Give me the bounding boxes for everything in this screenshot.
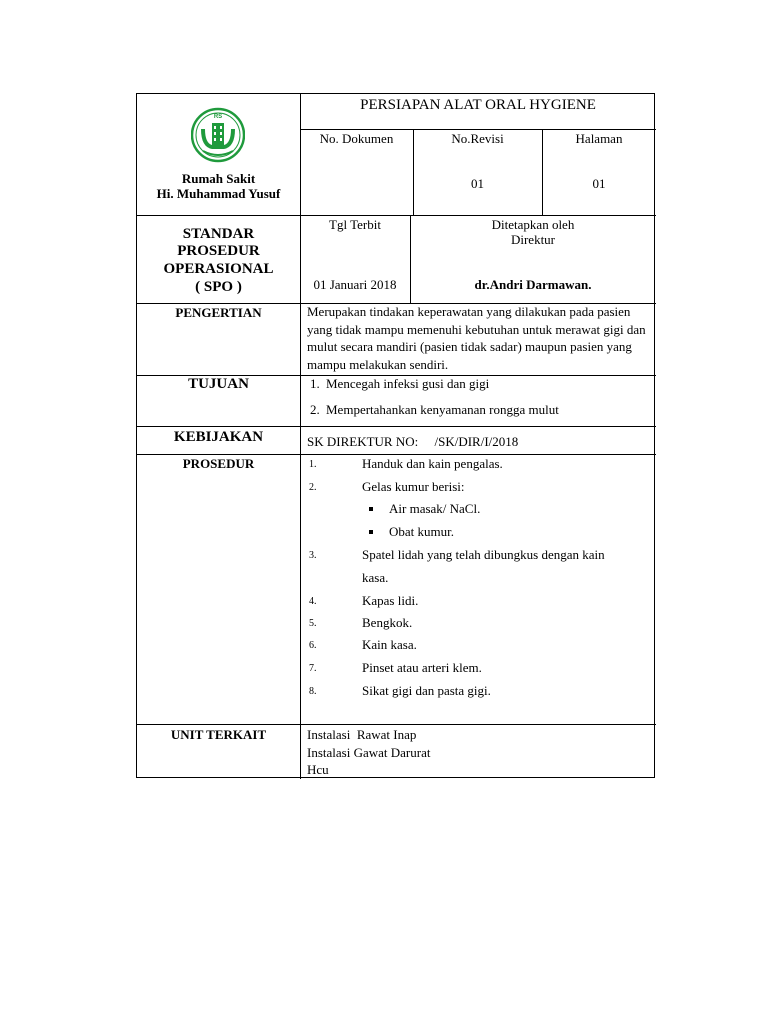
prosedur-num: 6.	[309, 640, 317, 651]
logo-text: RS	[213, 114, 223, 120]
prosedur-num: 3.	[309, 550, 317, 561]
spo-title-line3: OPERASIONAL	[163, 261, 274, 277]
prosedur-item: Sikat gigi dan pasta gigi.	[362, 683, 491, 698]
director-name: dr.Andri Darmawan.	[474, 277, 592, 292]
bullet-icon	[369, 507, 373, 511]
spo-title-line4: ( SPO )	[195, 279, 242, 295]
prosedur-num: 5.	[309, 618, 317, 629]
revision-label: No.Revisi	[451, 131, 504, 146]
pengertian-label: PENGERTIAN	[175, 305, 262, 320]
unit-line: Hcu	[307, 762, 329, 777]
prosedur-item: Bengkok.	[362, 615, 413, 630]
prosedur-item: Spatel lidah yang telah dibungkus dengan kain	[362, 547, 605, 562]
prosedur-num: 2.	[309, 482, 317, 493]
set-by-role: Direktur	[510, 232, 556, 247]
hospital-name-line1: Rumah Sakit	[181, 171, 256, 186]
row-divider	[137, 426, 656, 427]
prosedur-item-continued: kasa.	[362, 570, 389, 585]
spo-title-line1: STANDAR	[182, 226, 255, 242]
prosedur-num: 8.	[309, 686, 317, 697]
col-divider	[300, 94, 301, 779]
issue-date-value: 01 Januari 2018	[313, 277, 397, 292]
kebijakan-label: KEBIJAKAN	[173, 429, 264, 445]
bullet-icon	[369, 530, 373, 534]
prosedur-item: Pinset atau arteri klem.	[362, 660, 482, 675]
prosedur-subitem: Obat kumur.	[389, 524, 454, 539]
prosedur-item: Kapas lidi.	[362, 593, 419, 608]
hospital-logo	[191, 107, 245, 163]
prosedur-num: 7.	[309, 663, 317, 674]
prosedur-subitem: Air masak/ NaCl.	[389, 501, 481, 516]
prosedur-num: 1.	[309, 459, 317, 470]
document-title: PERSIAPAN ALAT ORAL HYGIENE	[360, 97, 596, 113]
prosedur-item: Gelas kumur berisi:	[362, 479, 465, 494]
hospital-name-line2: Hi. Muhammad Yusuf	[156, 186, 281, 201]
prosedur-num: 4.	[309, 596, 317, 607]
issue-date-label: Tgl Terbit	[329, 217, 381, 232]
revision-value: 01	[471, 176, 484, 191]
prosedur-label: PROSEDUR	[182, 456, 255, 471]
unit-terkait-label: UNIT TERKAIT	[170, 727, 267, 742]
doc-no-label: No. Dokumen	[319, 131, 394, 146]
set-by-label: Ditetapkan oleh	[491, 217, 575, 232]
tujuan-item-2: Mempertahankan kenyamanan rongga mulut	[326, 402, 559, 417]
spo-title-line2: PROSEDUR	[177, 243, 260, 259]
tujuan-item-1: Mencegah infeksi gusi dan gigi	[326, 376, 490, 391]
page-label: Halaman	[575, 131, 623, 146]
prosedur-item: Kain kasa.	[362, 637, 417, 652]
kebijakan-text: SK DIREKTUR NO: /SK/DIR/I/2018	[307, 434, 519, 449]
tujuan-num-2: 2.	[310, 402, 320, 417]
row-divider	[137, 724, 656, 725]
spo-document	[136, 93, 655, 778]
tujuan-num-1: 1.	[310, 376, 320, 391]
unit-line: Instalasi Gawat Darurat	[307, 745, 431, 760]
tujuan-label: TUJUAN	[188, 376, 249, 392]
page-value: 01	[592, 176, 606, 191]
prosedur-item: Handuk dan kain pengalas.	[362, 456, 503, 471]
pengertian-text: Merupakan tindakan keperawatan yang dilakukan pada pasien yang tidak mampu memenuhi kebutuhan untuk merawat gigi dan mulut secara mandiri (pasien tidak sadar) maupun pasien yang mampu melakukan sendiri.	[307, 304, 646, 372]
unit-line: Instalasi Rawat Inap	[307, 727, 417, 742]
